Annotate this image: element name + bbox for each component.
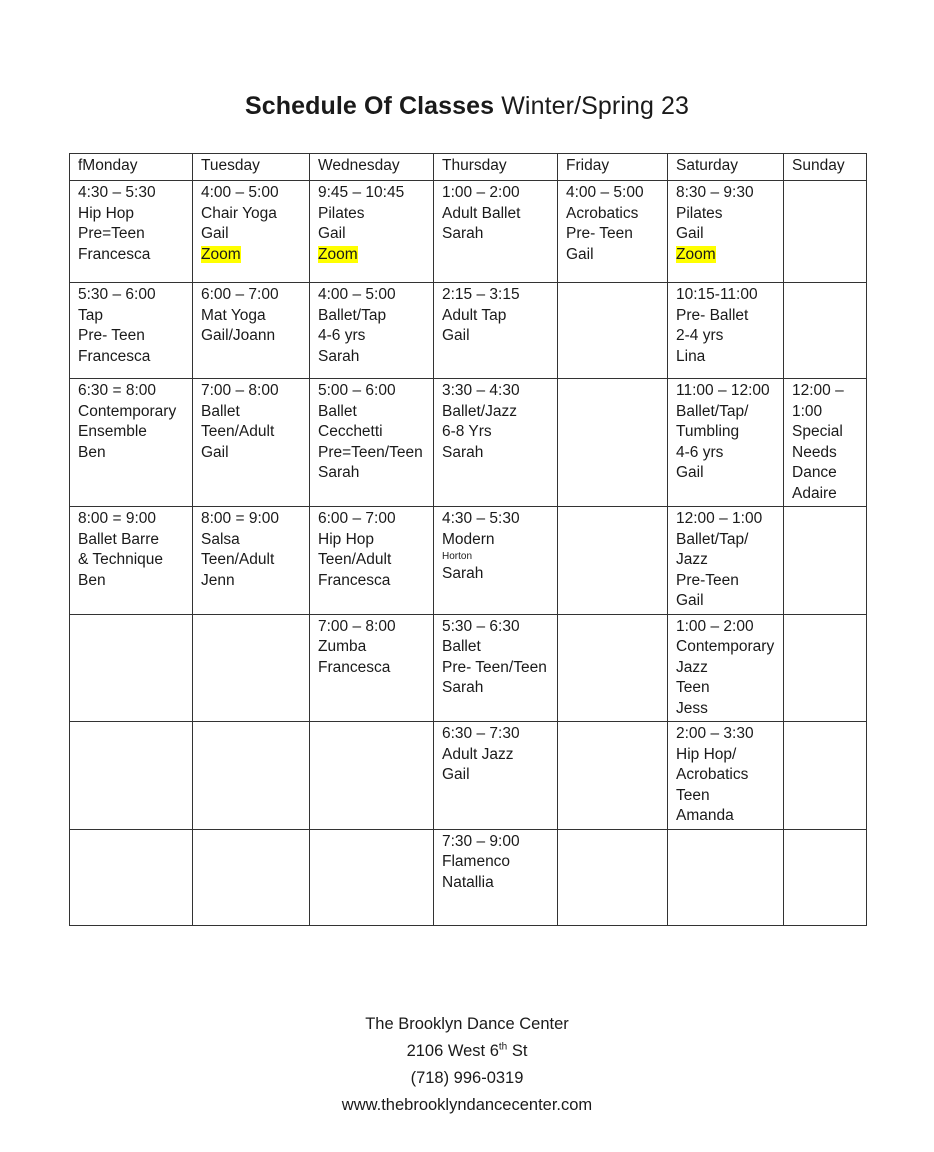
header-saturday: Saturday (668, 154, 784, 181)
schedule-cell (193, 829, 310, 925)
header-monday: fMonday (70, 154, 193, 181)
header-tuesday: Tuesday (193, 154, 310, 181)
zoom-highlight: Zoom (676, 245, 716, 263)
schedule-cell (193, 507, 310, 615)
class-line: Ballet/Jazz (442, 402, 517, 420)
class-line: 12:00 – (792, 382, 844, 399)
schedule-cell (668, 829, 784, 925)
class-line: Flamenco (442, 853, 511, 870)
website-link[interactable]: www.thebrooklyndancecenter.com (341, 1096, 593, 1114)
class-line: Hip Hop (318, 530, 374, 548)
schedule-cell (310, 614, 434, 722)
class-line: Dance (792, 464, 837, 481)
schedule-cell (784, 507, 867, 615)
schedule-cell (310, 507, 434, 615)
schedule-cell (310, 379, 434, 507)
class-line: 6:30 – 7:30 (442, 725, 520, 742)
schedule-cell (70, 283, 193, 379)
class-line: Gail (566, 245, 594, 263)
center-name: The Brooklyn Dance Center (365, 1015, 569, 1033)
table-row (70, 379, 867, 507)
table-row (70, 283, 867, 379)
schedule-cell (193, 722, 310, 830)
zoom-highlight: Zoom (318, 245, 358, 263)
class-line: Jazz (676, 551, 708, 568)
class-line: 4:00 – 5:00 (566, 184, 644, 201)
class-line: 4:30 – 5:30 (78, 184, 156, 201)
class-line: Amanda (676, 807, 734, 824)
header-thursday: Thursday (434, 154, 558, 181)
class-line: Natallia (442, 873, 494, 891)
schedule-cell (310, 181, 434, 283)
class-line: Sarah (442, 225, 484, 242)
schedule-cell (558, 614, 668, 722)
schedule-cell (668, 722, 784, 830)
class-line: 8:30 – 9:30 (676, 184, 754, 201)
class-line: 5:30 – 6:30 (442, 617, 520, 635)
zoom-highlight: Zoom (201, 245, 241, 263)
class-line: Tap (78, 306, 103, 324)
schedule-cell (70, 379, 193, 507)
class-line: 4:30 – 5:30 (442, 510, 520, 527)
schedule-cell (784, 379, 867, 507)
address-end: St (507, 1042, 528, 1060)
class-line: Teen (676, 786, 710, 804)
address-street: 2106 West 6 (406, 1042, 499, 1060)
class-line: Gail/Joann (201, 327, 276, 344)
schedule-cell (70, 829, 193, 925)
schedule-cell (434, 722, 558, 830)
class-line: Adult Tap (442, 306, 507, 324)
class-line: Gail (442, 327, 470, 344)
class-line: 9:45 – 10:45 (318, 184, 405, 201)
class-line: Adult Jazz (442, 745, 514, 763)
class-line: Contemporary (78, 402, 177, 420)
class-line: 7:30 – 9:00 (442, 832, 520, 850)
class-line: Ballet/Tap (318, 306, 387, 324)
class-line: Jess (676, 699, 708, 717)
schedule-cell (193, 379, 310, 507)
class-line: Pre- Teen/Teen (442, 658, 547, 676)
table-row (70, 722, 867, 830)
class-line: Adaire (792, 484, 837, 502)
class-line: Francesca (78, 245, 151, 263)
table-row (70, 829, 867, 925)
class-line: Gail (318, 225, 346, 242)
schedule-cell (434, 283, 558, 379)
class-line: 8:00 = 9:00 (78, 510, 156, 527)
schedule-cell (193, 181, 310, 283)
class-line: Gail (201, 225, 229, 242)
class-line: Sarah (318, 347, 360, 365)
header-sunday: Sunday (784, 154, 867, 181)
class-line: Gail (201, 443, 229, 461)
class-line: Teen/Adult (201, 423, 275, 440)
schedule-cell (558, 283, 668, 379)
class-line: Zumba (318, 638, 367, 655)
class-line: Ballet/Tap/ (676, 530, 749, 548)
class-line (201, 245, 302, 266)
class-line (318, 245, 426, 266)
class-line: 6:00 – 7:00 (318, 510, 396, 527)
title-term: Winter/Spring 23 (501, 92, 690, 120)
class-line: Pre=Teen/Teen (318, 443, 423, 461)
class-line: Pilates (676, 204, 723, 222)
table-row (70, 614, 867, 722)
schedule-cell (558, 829, 668, 925)
footer-contact (0, 1011, 934, 1119)
class-line: Teen/Adult (201, 551, 275, 568)
class-line: Ballet Barre (78, 530, 159, 548)
schedule-cell (668, 283, 784, 379)
address-suffix: th (498, 1041, 508, 1053)
class-line: Gail (442, 766, 470, 783)
class-line: Chair Yoga (201, 204, 277, 222)
class-line: 2-4 yrs (676, 327, 724, 344)
schedule-cell (784, 614, 867, 722)
class-line: Sarah (318, 464, 360, 481)
class-line: Pre- Ballet (676, 306, 749, 324)
class-line: Ensemble (78, 423, 147, 440)
class-line: Francesca (318, 658, 391, 676)
class-line: Gail (676, 464, 704, 481)
class-line: Lina (676, 347, 706, 365)
class-line: 12:00 – 1:00 (676, 510, 763, 527)
schedule-cell (193, 614, 310, 722)
address (0, 1038, 934, 1065)
class-line: Francesca (78, 347, 151, 365)
schedule-cell (310, 829, 434, 925)
class-line: Sarah (442, 443, 484, 461)
schedule-cell (784, 181, 867, 283)
schedule-cell (193, 283, 310, 379)
class-line: Francesca (318, 571, 391, 589)
class-line: Special (792, 423, 843, 440)
schedule-cell (434, 614, 558, 722)
schedule-cell (434, 507, 558, 615)
table-row (70, 507, 867, 615)
schedule-cell (784, 283, 867, 379)
class-line: Sarah (442, 565, 484, 582)
schedule-cell (784, 829, 867, 925)
class-line: Ballet (442, 638, 481, 655)
class-line: Horton (442, 551, 473, 562)
class-line: 4:00 – 5:00 (201, 184, 279, 201)
header-wednesday: Wednesday (310, 154, 434, 181)
phone-number: (718) 996-0319 (410, 1069, 524, 1087)
class-line: 1:00 – 2:00 (442, 184, 520, 201)
class-line (676, 245, 776, 266)
schedule-cell (70, 614, 193, 722)
class-line: 3:30 – 4:30 (442, 382, 520, 399)
class-line: 8:00 = 9:00 (201, 510, 279, 527)
class-line: 5:30 – 6:00 (78, 286, 156, 303)
schedule-cell (70, 722, 193, 830)
class-line: 2:15 – 3:15 (442, 286, 520, 303)
class-line: Salsa (201, 530, 240, 548)
class-line: Pre- Teen (78, 327, 145, 344)
class-line: Ballet (318, 402, 357, 420)
class-line: 6:30 = 8:00 (78, 382, 156, 399)
class-line: Mat Yoga (201, 306, 266, 324)
schedule-cell (434, 829, 558, 925)
schedule-cell (434, 181, 558, 283)
schedule-body (70, 181, 867, 926)
class-line: Acrobatics (566, 204, 639, 222)
class-line: Adult Ballet (442, 204, 521, 222)
schedule-cell (784, 722, 867, 830)
class-line: Ballet (201, 402, 240, 420)
class-line: 1:00 – 2:00 (676, 617, 754, 635)
class-line: Tumbling (676, 423, 740, 440)
class-line: Gail (676, 592, 704, 609)
class-line: Cecchetti (318, 423, 383, 440)
class-line: 4-6 yrs (318, 327, 366, 344)
page-title (0, 92, 934, 121)
class-line: & Technique (78, 551, 164, 568)
class-line: Hip Hop/ (676, 745, 737, 763)
class-line: 6:00 – 7:00 (201, 286, 279, 303)
class-line: Hip Hop (78, 204, 134, 222)
class-line: 1:00 (792, 402, 823, 420)
class-line: Pre- Teen (566, 225, 633, 242)
schedule-cell (668, 181, 784, 283)
class-line: Teen/Adult (318, 551, 392, 568)
schedule-cell (310, 722, 434, 830)
class-line: 11:00 – 12:00 (676, 382, 770, 399)
schedule-cell (434, 379, 558, 507)
schedule-cell (668, 507, 784, 615)
class-line: 7:00 – 8:00 (318, 617, 396, 635)
table-row (70, 181, 867, 283)
header-row (70, 154, 867, 181)
title-bold: Schedule Of Classes (244, 92, 495, 120)
class-line: Jenn (201, 571, 235, 589)
class-line: Sarah (442, 679, 484, 696)
schedule-cell (668, 614, 784, 722)
class-line: Pre-Teen (676, 571, 739, 589)
class-line: Needs (792, 443, 837, 461)
schedule-cell (558, 722, 668, 830)
class-line: 7:00 – 8:00 (201, 382, 279, 399)
class-line: Ben (78, 443, 106, 461)
schedule-cell (70, 181, 193, 283)
schedule-cell (558, 181, 668, 283)
class-line: Teen (676, 679, 710, 696)
schedule-cell (668, 379, 784, 507)
schedule-cell (558, 379, 668, 507)
class-line: Modern (442, 530, 495, 548)
class-line: Gail (676, 225, 704, 242)
class-line: 4-6 yrs (676, 443, 724, 461)
class-line: Pre=Teen (78, 225, 145, 242)
class-line: Contemporary (676, 638, 775, 655)
class-line: 6-8 Yrs (442, 423, 492, 440)
class-line: Ben (78, 571, 106, 589)
class-line: 4:00 – 5:00 (318, 286, 396, 303)
class-line: Ballet/Tap/ (676, 402, 749, 420)
schedule-cell (558, 507, 668, 615)
class-line: 5:00 – 6:00 (318, 382, 396, 399)
class-line: 10:15-11:00 (676, 286, 758, 303)
class-line: Acrobatics (676, 766, 749, 783)
header-friday: Friday (558, 154, 668, 181)
schedule-cell (70, 507, 193, 615)
schedule-table (69, 153, 867, 926)
class-line: Jazz (676, 658, 708, 676)
schedule-cell (310, 283, 434, 379)
class-line: 2:00 – 3:30 (676, 725, 754, 742)
class-line: Pilates (318, 204, 365, 222)
